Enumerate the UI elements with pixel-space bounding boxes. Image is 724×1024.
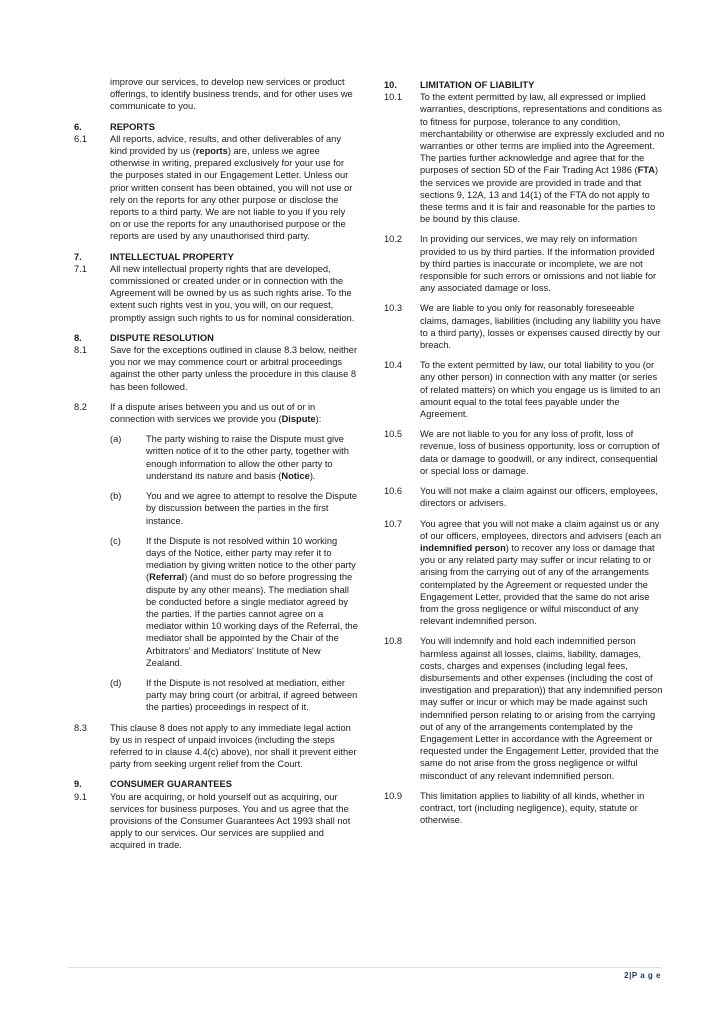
clause-number: 10.5 (384, 429, 403, 440)
clause-number: 10.6 (384, 486, 403, 497)
clause-text: This limitation applies to liability of all kinds, whether in contract, tort (including negligence), equity, statute or otherwise. (420, 790, 645, 826)
clause-107 (384, 518, 665, 628)
clause-number: 10.3 (384, 303, 403, 314)
clause-number: 6.1 (74, 133, 87, 144)
clause-83 (74, 722, 358, 771)
clause-102 (384, 233, 665, 294)
clause-61 (74, 133, 358, 243)
section-title: LIMITATION OF LIABILITY (420, 80, 535, 90)
section-title: INTELLECTUAL PROPERTY (110, 251, 234, 262)
clause-109 (384, 790, 665, 827)
subclause-b (110, 490, 358, 527)
page-number: 2|P a g e (624, 971, 661, 980)
clause-103 (384, 302, 665, 351)
clause-text: You are acquiring, or hold yourself out as acquiring, our services for business purposes. You and us agree that the provisions of the Consumer Guarantees Act 1993 shall not apply to our services. Our services are supplied and acquired in trade. (110, 791, 351, 851)
heading-9 (74, 778, 358, 790)
section-title: CONSUMER GUARANTEES (110, 779, 232, 790)
clause-text: improve our services, to develop new services or product offerings, to identify business trends, and for other uses we communicate to you. (110, 77, 353, 112)
heading-8 (74, 332, 358, 344)
clause-text: You agree that you will not make a claim against us or any of our officers, employees, directors and advisers (each an indemnified person) to recover any loss or damage that you or any related party may suffer or incur relating to or arising from the carrying out of any of the arrangements contemplated by the Agreement or requested under the Engagement Letter, provided that the same do not arise from the gross negligence or wilful misconduct of any relevant indemnified person. (420, 518, 662, 627)
clause-text: If a dispute arises between you and us out of or in connection with services we provide you (Dispute): (110, 401, 322, 425)
clause-81 (74, 344, 358, 393)
clause-82 (74, 401, 358, 425)
clause-number: 7. (74, 251, 82, 262)
footer-divider (68, 967, 661, 968)
heading-10 (384, 79, 665, 91)
clause-number: 10.2 (384, 234, 403, 245)
two-column-body (74, 76, 665, 860)
clause-text: In providing our services, we may rely on information provided to us by third parties. If the information provided by third parties is inaccurate or incomplete, we are not responsible for such errors or omissions and not liable for any associated damage or loss. (420, 234, 657, 294)
clause-text: You and we agree to attempt to resolve the Dispute by discussion between the parties in the first instance. (146, 491, 358, 526)
clause-number: 6. (74, 121, 82, 132)
clause-number: 9.1 (74, 791, 87, 802)
clause-text: To the extent permitted by law, all expressed or implied warranties, descriptions, representations and conditions as to fitness for purpose, tolerance to any condition, merchantability or otherwise are expressly excluded and no warranties or other terms are implied into the Agreement. The parties further acknowledge and agree that for the purposes of section 5D of the Fair Trading Act 1986 (FTA) the services we provide are provided in trade and that sections 9, 12A, 13 and 14(1) of the FTA do not apply to these terms and it is fair and reasonable for the parties to be bound by this clause. (420, 92, 665, 225)
clause-number: 7.1 (74, 263, 87, 274)
clause-number: (b) (110, 491, 122, 502)
section-title: REPORTS (110, 121, 155, 132)
clause-number: 9. (74, 779, 82, 790)
clause-101 (384, 91, 665, 225)
para (110, 76, 358, 113)
clause-number: (c) (110, 535, 121, 546)
clause-number: 10.8 (384, 636, 403, 647)
clause-text: The party wishing to raise the Dispute must give written notice of it to the other party, together with enough information to allow the other party to understand its nature and basis (Notice). (146, 434, 349, 481)
clause-104 (384, 359, 665, 420)
subclause-d (110, 677, 358, 714)
heading-7 (74, 251, 358, 263)
clause-number: 8.3 (74, 722, 87, 733)
clause-71 (74, 263, 358, 324)
clause-text: You will indemnify and hold each indemnified person harmless against all losses, claims, liability, damages, costs, charges and expenses (including legal fees, disbursements and other expenses (including the cost of investigation and preparation)) that any indemnified person may suffer or incur or which may be made against such indemnified person relating to or arising from the carrying out of any of the arrangements contemplated by the Engagement Letter in accordance with the Agreement or requested under the Engagement Letter, provided that the same do not arise from the gross negligence or wilful misconduct of any relevant indemnified person. (420, 636, 663, 781)
clause-text: All new intellectual property rights that are developed, commissioned or created under or in connection with the Agreement will be owned by us as such rights arise. To the extent such rights vest in you, you will, on our request, promptly assign such rights to us for nominal consideration. (110, 263, 355, 323)
clause-106 (384, 485, 665, 509)
clause-text: To the extent permitted by law, our total liability to you (or any other person) in connection with any matter (or series of related matters) on which you engage us is limited to an amount equal to the total fees payable under the Agreement. (420, 360, 661, 420)
clause-number: 8. (74, 332, 82, 343)
heading-6 (74, 121, 358, 133)
left-column (74, 76, 358, 860)
section-title: DISPUTE RESOLUTION (110, 332, 214, 343)
clause-text: You will not make a claim against our officers, employees, directors or advisers. (420, 486, 658, 509)
clause-number: (a) (110, 434, 122, 445)
subclause-c (110, 535, 358, 669)
clause-number: 10.4 (384, 360, 403, 371)
clause-number: (d) (110, 677, 122, 688)
clause-number: 8.2 (74, 401, 87, 412)
clause-number: 10.7 (384, 518, 403, 529)
clause-number: 8.1 (74, 345, 87, 356)
subclause-a (110, 433, 358, 482)
right-column (384, 76, 665, 860)
clause-number: 10.9 (384, 790, 403, 801)
clause-text: If the Dispute is not resolved within 10 working days of the Notice, either party may refer it to mediation by giving written notice to the other party (Referral) (and must do so before progressing the dispute by any other means). The mediation shall be conducted before a single mediator agreed by the parties. If the parties cannot agree on a mediator within 10 working days of the Referral, the mediator shall be appointed by the Chair of the Arbitrators' and Mediators' Institute of New Zealand. (146, 535, 358, 668)
clause-text: We are liable to you only for reasonably foreseeable claims, damages, liabilities (including any liability you have to a third party), losses or expenses caused directly by our breach. (420, 303, 661, 351)
clause-text: If the Dispute is not resolved at mediation, either party may bring court (or arbitral, if agreed between the parties) proceedings in respect of it. (146, 677, 358, 713)
clause-108 (384, 635, 665, 781)
clause-number: 10.1 (384, 92, 403, 103)
clause-105 (384, 428, 665, 477)
clause-text: Save for the exceptions outlined in clause 8.3 below, neither you nor we may commence court or arbitral proceedings against the other party unless the procedure in this clause 8 has been followed. (110, 345, 358, 392)
clause-text: This clause 8 does not apply to any immediate legal action by us in respect of unpaid invoices (including the steps referred to in clause 4.4(c) above), nor shall it prevent either party from seeking urgent relief from the Court. (110, 722, 357, 770)
clause-text: All reports, advice, results, and other deliverables of any kind provided by us (reports) are, unless we agree otherwise in writing, prepared exclusively for your use for the purposes stated in our Engagement Letter. Unless our prior written consent has been obtained, you will not use or rely on the reports for any other purpose or disclose the reports to a third party. We are not liable to you if you rely on or use the reports for any unauthorised purpose or the reports are used by any unauthorised third party. (110, 133, 353, 242)
clause-91 (74, 791, 358, 852)
clause-number: 10. (384, 80, 397, 90)
clause-text: We are not liable to you for any loss of profit, loss of revenue, loss of business opportunity, loss or corruption of data or damage to goodwill, or any indirect, consequential or special loss or damage. (420, 429, 660, 476)
